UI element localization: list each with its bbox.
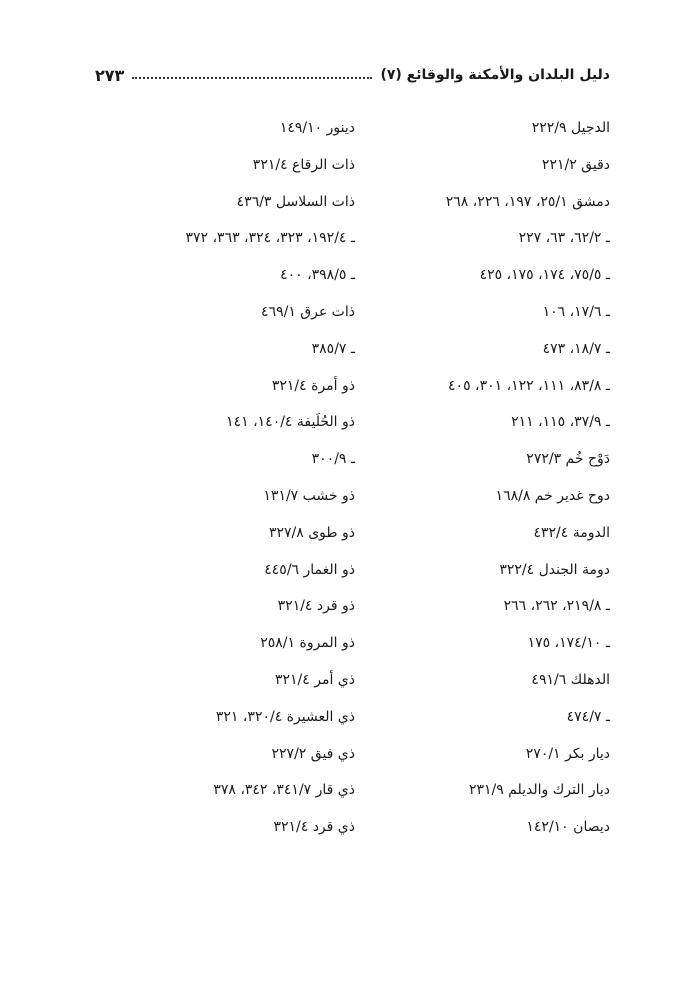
header-dotted-leader [132, 77, 372, 79]
index-entry: الدجيل ٢٢٢/٩ [531, 120, 610, 136]
index-entry: ذي العشيرة ٣٢٠/٤، ٣٢١ [215, 708, 355, 725]
index-entry: ـ ٨٣/٨، ١١١، ١٢٢، ٣٠١، ٤٠٥ [448, 377, 610, 394]
index-entry: ذو خشب ١٣١/٧ [263, 487, 355, 504]
index-entry: ذو طوى ٣٢٧/٨ [268, 524, 355, 541]
index-entry: ـ ١٧٤/١٠، ١٧٥ [527, 635, 610, 652]
index-entry: ذي أمر ٣٢١/٤ [274, 671, 355, 688]
index-entry: ذو الحُلَيفة ١٤٠/٤، ١٤١ [226, 414, 355, 431]
index-entry: ذات السلاسل ٤٣٦/٣ [236, 193, 355, 210]
index-entry: ـ ٣٨٥/٧ [311, 340, 355, 357]
index-entry: ذي فيق ٢٢٧/٢ [271, 745, 355, 762]
index-entry: الدومة ٤٣٢/٤ [533, 524, 610, 541]
index-entry: ـ ٣٠٠/٩ [311, 451, 355, 468]
index-entry: ـ ٢١٩/٨، ٢٦٢، ٢٦٦ [503, 598, 610, 615]
index-entry: دَوْح خُم ٢٧٢/٣ [526, 451, 610, 468]
index-entry: ديار الترك والديلم ٢٣١/٩ [468, 782, 610, 799]
index-entry: ذو الغمار ٤٤٥/٦ [264, 561, 355, 578]
index-entry: ذات عرق ٤٦٩/١ [261, 303, 355, 320]
index-entry: ـ ٣٧/٩، ١١٥، ٢١١ [511, 414, 610, 431]
index-entry: ـ ٤٧٤/٧ [566, 708, 610, 725]
index-column-right [420, 112, 610, 848]
index-entry: الدهلك ٤٩١/٦ [531, 671, 610, 688]
index-entry: ذي قرد ٣٢١/٤ [273, 819, 355, 836]
index-entry: دومة الجندل ٣٢٢/٤ [499, 561, 610, 578]
index-entry: ـ ١٩٢/٤، ٣٢٣، ٣٢٤، ٣٦٣، ٣٧٢ [185, 230, 355, 247]
page-number: ٢٧٣ [95, 65, 125, 85]
index-entry: ذو قرد ٣٢١/٤ [277, 598, 355, 615]
index-column-left [165, 112, 355, 848]
index-entry: ديار بكر ٢٧٠/١ [525, 745, 610, 762]
index-entry: دقيق ٢٢١/٢ [541, 156, 610, 173]
index-entry: ذو المروة ٢٥٨/١ [260, 635, 355, 652]
index-entry: دينور ١٤٩/١٠ [279, 120, 355, 136]
index-entry: ذو أمرة ٣٢١/٤ [271, 377, 355, 394]
index-entry: ـ ١٧/٦، ١٠٦ [542, 303, 610, 320]
index-entry: ـ ٣٩٨/٥، ٤٠٠ [280, 267, 355, 284]
running-header [95, 62, 610, 88]
index-entry: دوح غدير خم ١٦٨/٨ [495, 487, 610, 504]
index-entry: ذات الرقاع ٣٢١/٤ [252, 156, 355, 173]
index-entry: ديصان ١٤٢/١٠ [526, 819, 610, 836]
index-entry: ـ ١٨/٧، ٤٧٣ [542, 340, 610, 357]
index-entry: دمشق ٢٥/١، ١٩٧، ٢٢٦، ٢٦٨ [445, 193, 610, 210]
running-title: دليل البلدان والأمكنة والوقائع (٧) [380, 67, 610, 83]
index-entry: ـ ٧٥/٥، ١٧٤، ١٧٥، ٤٢٥ [479, 267, 610, 284]
index-entry: ـ ٦٢/٢، ٦٣، ٢٢٧ [518, 230, 610, 247]
index-entry: ذي قار ٣٤١/٧، ٣٤٢، ٣٧٨ [213, 782, 355, 799]
